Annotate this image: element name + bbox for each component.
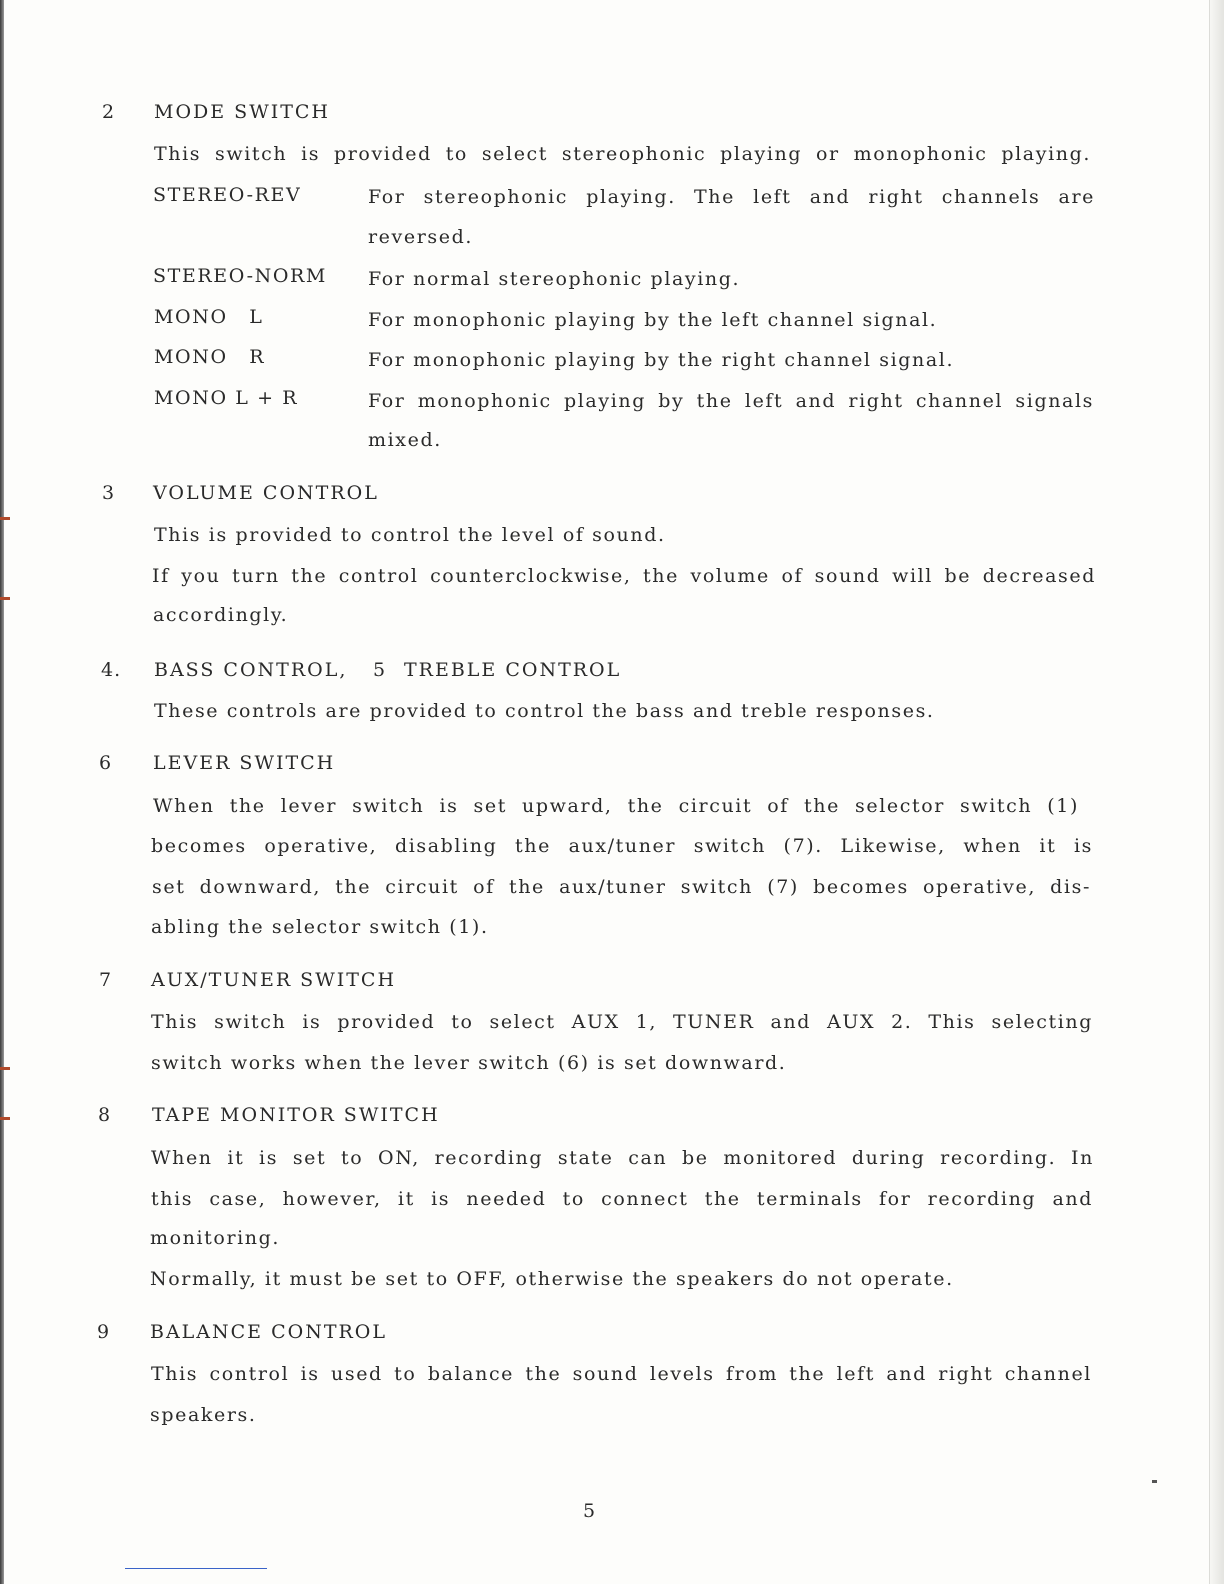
- section-number: 4.: [101, 659, 122, 681]
- section-body-line: When it is set to ON, recording state can be monitored during recording. In: [151, 1147, 1094, 1169]
- section-number: 2: [102, 101, 116, 123]
- section-title: TREBLE CONTROL: [404, 659, 622, 681]
- binding-mark: [0, 597, 10, 600]
- mode-term: MONO L: [154, 306, 264, 328]
- section-title: BASS CONTROL,: [154, 659, 348, 681]
- section-body-line: speakers.: [150, 1404, 257, 1426]
- binding-mark: [0, 1117, 10, 1120]
- mode-description: reversed.: [368, 226, 473, 248]
- section-number: 7: [99, 969, 113, 991]
- section-number: 8: [98, 1104, 112, 1126]
- section-body-line: Normally, it must be set to OFF, otherwise the speakers do not operate.: [150, 1268, 954, 1290]
- section-title: AUX/TUNER SWITCH: [151, 969, 397, 991]
- section-body-line: These controls are provided to control the bass and treble responses.: [154, 700, 935, 722]
- mode-description: mixed.: [368, 429, 442, 451]
- section-title: VOLUME CONTROL: [153, 482, 379, 504]
- mode-description: For stereophonic playing. The left and right channels are: [368, 186, 1095, 208]
- section-body-line: This control is used to balance the sound levels from the left and right channel: [151, 1363, 1092, 1385]
- section-number: 6: [99, 752, 113, 774]
- mode-term: MONO R: [154, 346, 266, 368]
- section-body-line: set downward, the circuit of the aux/tuner switch (7) becomes operative, dis-: [152, 876, 1091, 898]
- binding-mark: [0, 1067, 10, 1070]
- page-binding-edge: [0, 0, 4, 1584]
- mode-term: STEREO-REV: [153, 184, 302, 206]
- section-body-line: accordingly.: [153, 604, 289, 626]
- mode-term: MONO L + R: [154, 387, 299, 409]
- section-title: LEVER SWITCH: [153, 752, 336, 774]
- bottom-rule: [125, 1568, 267, 1569]
- section-body-line: This switch is provided to select AUX 1, TUNER and AUX 2. This selecting: [151, 1011, 1093, 1033]
- section-body-line: This is provided to control the level of sound.: [154, 524, 666, 546]
- section-body-line: When the lever switch is set upward, the circuit of the selector switch (1): [153, 795, 1079, 817]
- section-title: TAPE MONITOR SWITCH: [152, 1104, 440, 1126]
- section-body-line: If you turn the control counterclockwise, the volume of sound will be decreased: [152, 565, 1096, 587]
- ink-speck: [1152, 1480, 1157, 1483]
- section-number: 3: [102, 482, 116, 504]
- section-body-line: abling the selector switch (1).: [151, 916, 489, 938]
- page-right-edge: [1209, 0, 1224, 1584]
- section-number: 5: [373, 659, 387, 681]
- section-number: 9: [97, 1321, 111, 1343]
- mode-term: STEREO-NORM: [153, 265, 327, 287]
- mode-description: For monophonic playing by the left and right channel signals: [368, 390, 1094, 412]
- mode-description: For monophonic playing by the right channel signal.: [368, 349, 955, 371]
- section-body-line: switch works when the lever switch (6) is set downward.: [151, 1052, 787, 1074]
- section-title: BALANCE CONTROL: [150, 1321, 388, 1343]
- section-body-line: monitoring.: [150, 1227, 281, 1249]
- section-body-line: This switch is provided to select stereophonic playing or monophonic playing.: [154, 143, 1091, 165]
- binding-mark: [0, 517, 10, 520]
- page-number: 5: [583, 1500, 596, 1522]
- mode-description: For monophonic playing by the left channel signal.: [368, 309, 938, 331]
- mode-description: For normal stereophonic playing.: [368, 268, 741, 290]
- section-body-line: this case, however, it is needed to connect the terminals for recording and: [151, 1188, 1093, 1210]
- section-body-line: becomes operative, disabling the aux/tuner switch (7). Likewise, when it is: [151, 835, 1093, 857]
- section-title: MODE SWITCH: [154, 101, 331, 123]
